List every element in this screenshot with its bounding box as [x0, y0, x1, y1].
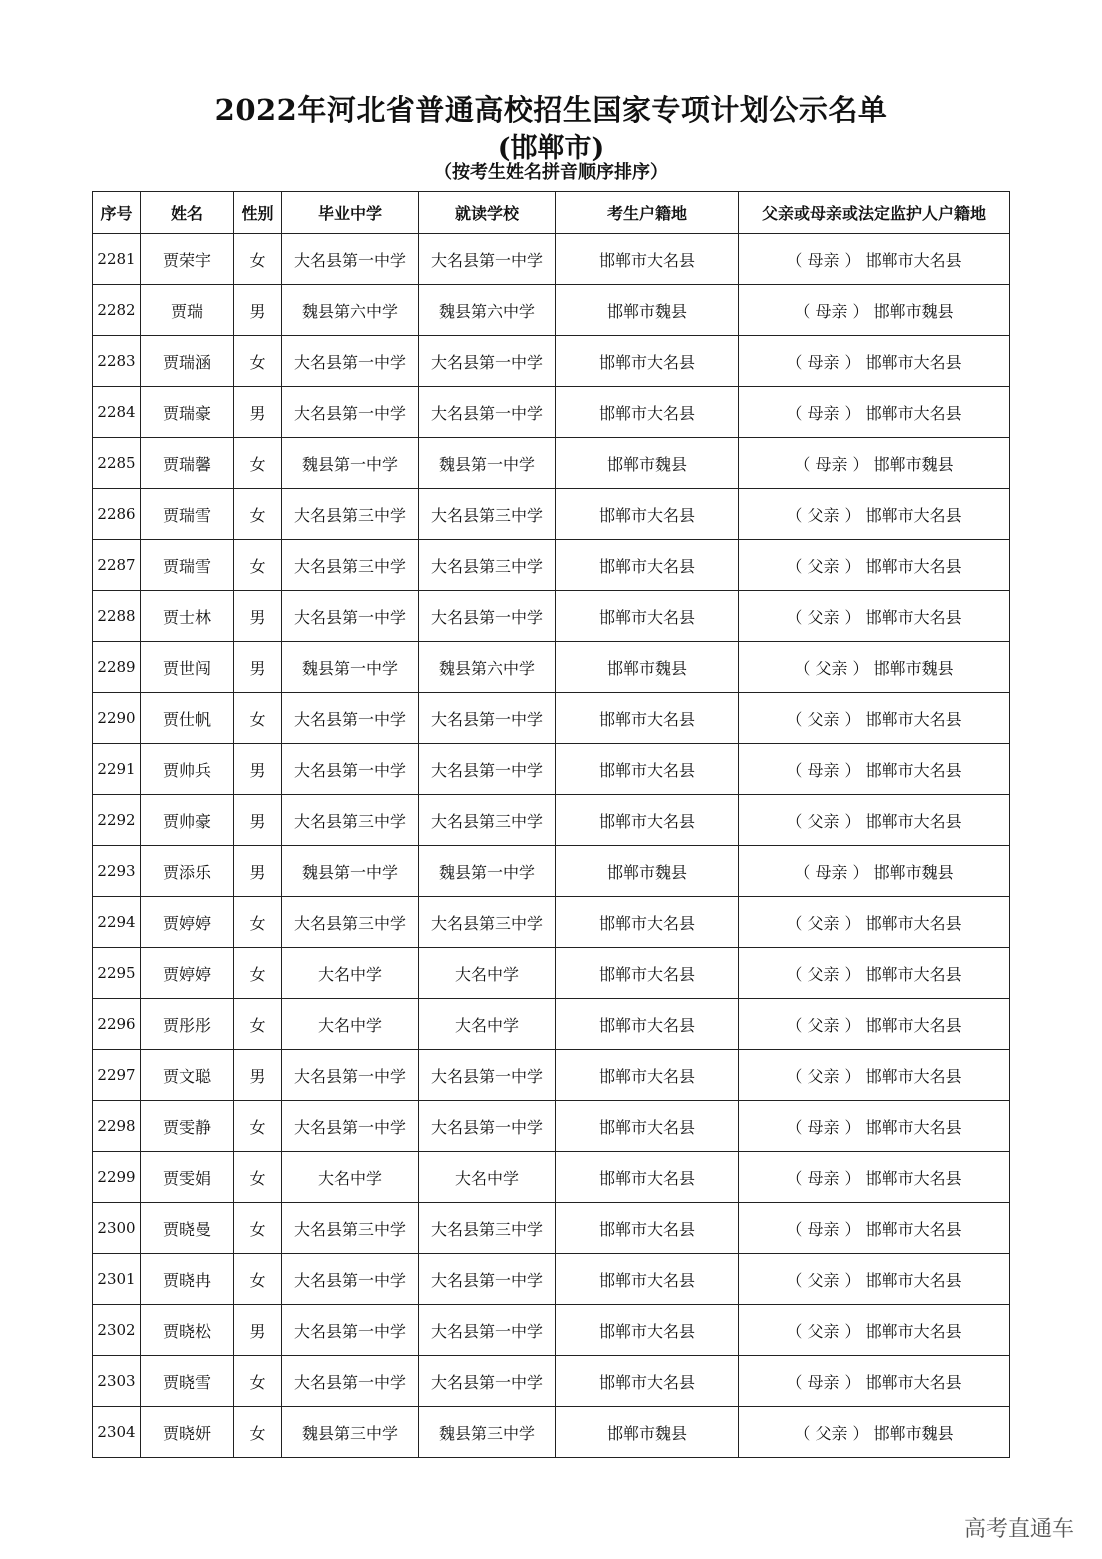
- col-header-student-residence: 考生户籍地: [556, 192, 739, 234]
- cell-graduated-school: 大名中学: [282, 1152, 419, 1203]
- table-row: [93, 1254, 1010, 1305]
- cell-guardian-residence: （ 父亲 ） 邯郸市大名县: [739, 693, 1010, 744]
- cell-guardian-residence: （ 父亲 ） 邯郸市大名县: [739, 489, 1010, 540]
- table-row: [93, 744, 1010, 795]
- cell-name: 贾添乐: [141, 846, 234, 897]
- cell-student-residence: 邯郸市大名县: [556, 999, 739, 1050]
- cell-guardian-residence: （ 母亲 ） 邯郸市魏县: [739, 438, 1010, 489]
- cell-current-school: 大名县第三中学: [419, 795, 556, 846]
- table-row: [93, 336, 1010, 387]
- cell-current-school: 魏县第一中学: [419, 846, 556, 897]
- cell-graduated-school: 大名县第三中学: [282, 540, 419, 591]
- table-row: [93, 1050, 1010, 1101]
- cell-gender: 女: [234, 438, 282, 489]
- cell-gender: 女: [234, 693, 282, 744]
- cell-guardian-residence: （ 父亲 ） 邯郸市魏县: [739, 1407, 1010, 1458]
- cell-current-school: 大名县第三中学: [419, 1203, 556, 1254]
- table-row: [93, 795, 1010, 846]
- cell-name: 贾雯静: [141, 1101, 234, 1152]
- cell-current-school: 大名县第一中学: [419, 1050, 556, 1101]
- cell-index: 2287: [93, 540, 141, 591]
- col-header-guardian-residence: 父亲或母亲或法定监护人户籍地: [739, 192, 1010, 234]
- table-row: [93, 642, 1010, 693]
- cell-index: 2293: [93, 846, 141, 897]
- cell-student-residence: 邯郸市大名县: [556, 489, 739, 540]
- cell-index: 2298: [93, 1101, 141, 1152]
- cell-guardian-residence: （ 父亲 ） 邯郸市大名县: [739, 897, 1010, 948]
- cell-graduated-school: 大名县第一中学: [282, 744, 419, 795]
- cell-student-residence: 邯郸市大名县: [556, 387, 739, 438]
- cell-guardian-residence: （ 母亲 ） 邯郸市大名县: [739, 744, 1010, 795]
- cell-graduated-school: 大名县第一中学: [282, 387, 419, 438]
- cell-guardian-residence: （ 父亲 ） 邯郸市大名县: [739, 795, 1010, 846]
- cell-student-residence: 邯郸市大名县: [556, 795, 739, 846]
- cell-index: 2288: [93, 591, 141, 642]
- cell-gender: 男: [234, 387, 282, 438]
- table-row: [93, 1152, 1010, 1203]
- cell-current-school: 魏县第一中学: [419, 438, 556, 489]
- cell-guardian-residence: （ 母亲 ） 邯郸市大名县: [739, 387, 1010, 438]
- table-row: [93, 948, 1010, 999]
- cell-gender: 女: [234, 1356, 282, 1407]
- cell-index: 2282: [93, 285, 141, 336]
- cell-current-school: 大名县第一中学: [419, 1305, 556, 1356]
- cell-graduated-school: 魏县第一中学: [282, 642, 419, 693]
- cell-graduated-school: 魏县第六中学: [282, 285, 419, 336]
- cell-graduated-school: 大名中学: [282, 948, 419, 999]
- cell-guardian-residence: （ 父亲 ） 邯郸市大名县: [739, 591, 1010, 642]
- cell-index: 2296: [93, 999, 141, 1050]
- cell-guardian-residence: （ 父亲 ） 邯郸市大名县: [739, 1305, 1010, 1356]
- cell-name: 贾瑞豪: [141, 387, 234, 438]
- cell-index: 2295: [93, 948, 141, 999]
- cell-current-school: 魏县第六中学: [419, 285, 556, 336]
- cell-gender: 女: [234, 948, 282, 999]
- table-row: [93, 285, 1010, 336]
- cell-name: 贾仕帆: [141, 693, 234, 744]
- cell-student-residence: 邯郸市大名县: [556, 336, 739, 387]
- cell-student-residence: 邯郸市魏县: [556, 846, 739, 897]
- cell-graduated-school: 魏县第一中学: [282, 438, 419, 489]
- cell-name: 贾晓妍: [141, 1407, 234, 1458]
- cell-graduated-school: 大名县第一中学: [282, 693, 419, 744]
- cell-student-residence: 邯郸市大名县: [556, 948, 739, 999]
- cell-graduated-school: 大名县第一中学: [282, 234, 419, 285]
- cell-index: 2302: [93, 1305, 141, 1356]
- cell-graduated-school: 大名县第一中学: [282, 1356, 419, 1407]
- cell-gender: 男: [234, 1050, 282, 1101]
- cell-index: 2283: [93, 336, 141, 387]
- cell-current-school: 大名县第一中学: [419, 234, 556, 285]
- cell-name: 贾士林: [141, 591, 234, 642]
- cell-student-residence: 邯郸市大名县: [556, 1356, 739, 1407]
- cell-graduated-school: 大名县第一中学: [282, 1050, 419, 1101]
- cell-name: 贾瑞雪: [141, 540, 234, 591]
- cell-name: 贾瑞涵: [141, 336, 234, 387]
- cell-index: 2299: [93, 1152, 141, 1203]
- table-row: [93, 234, 1010, 285]
- cell-current-school: 大名县第一中学: [419, 387, 556, 438]
- table-row: [93, 489, 1010, 540]
- col-header-index: 序号: [93, 192, 141, 234]
- cell-graduated-school: 大名中学: [282, 999, 419, 1050]
- cell-index: 2294: [93, 897, 141, 948]
- cell-graduated-school: 大名县第一中学: [282, 1305, 419, 1356]
- table-row: [93, 438, 1010, 489]
- table-row: [93, 540, 1010, 591]
- cell-name: 贾瑞雪: [141, 489, 234, 540]
- cell-gender: 女: [234, 1203, 282, 1254]
- cell-gender: 男: [234, 642, 282, 693]
- table-row: [93, 1407, 1010, 1458]
- cell-index: 2289: [93, 642, 141, 693]
- cell-student-residence: 邯郸市大名县: [556, 540, 739, 591]
- table-row: [93, 846, 1010, 897]
- cell-current-school: 大名县第一中学: [419, 1356, 556, 1407]
- table-row: [93, 1101, 1010, 1152]
- cell-guardian-residence: （ 母亲 ） 邯郸市大名县: [739, 1356, 1010, 1407]
- cell-gender: 女: [234, 234, 282, 285]
- cell-index: 2290: [93, 693, 141, 744]
- document-subtitle: (邯郸市): [497, 133, 605, 164]
- cell-name: 贾瑞馨: [141, 438, 234, 489]
- cell-gender: 女: [234, 1152, 282, 1203]
- cell-name: 贾晓曼: [141, 1203, 234, 1254]
- cell-gender: 女: [234, 1101, 282, 1152]
- cell-current-school: 大名县第三中学: [419, 897, 556, 948]
- cell-student-residence: 邯郸市大名县: [556, 1254, 739, 1305]
- cell-graduated-school: 魏县第三中学: [282, 1407, 419, 1458]
- cell-student-residence: 邯郸市大名县: [556, 744, 739, 795]
- cell-name: 贾帅豪: [141, 795, 234, 846]
- cell-guardian-residence: （ 父亲 ） 邯郸市大名县: [739, 948, 1010, 999]
- cell-current-school: 大名中学: [419, 948, 556, 999]
- cell-student-residence: 邯郸市大名县: [556, 897, 739, 948]
- cell-guardian-residence: （ 父亲 ） 邯郸市大名县: [739, 999, 1010, 1050]
- cell-guardian-residence: （ 父亲 ） 邯郸市大名县: [739, 1050, 1010, 1101]
- cell-guardian-residence: （ 父亲 ） 邯郸市大名县: [739, 1254, 1010, 1305]
- cell-student-residence: 邯郸市魏县: [556, 438, 739, 489]
- cell-name: 贾晓冉: [141, 1254, 234, 1305]
- cell-current-school: 大名县第一中学: [419, 744, 556, 795]
- cell-student-residence: 邯郸市大名县: [556, 1152, 739, 1203]
- cell-index: 2304: [93, 1407, 141, 1458]
- cell-index: 2281: [93, 234, 141, 285]
- cell-name: 贾晓松: [141, 1305, 234, 1356]
- header-row: [93, 192, 1010, 234]
- cell-name: 贾文聪: [141, 1050, 234, 1101]
- cell-name: 贾婷婷: [141, 897, 234, 948]
- cell-current-school: 大名中学: [419, 1152, 556, 1203]
- cell-guardian-residence: （ 母亲 ） 邯郸市大名县: [739, 336, 1010, 387]
- cell-guardian-residence: （ 母亲 ） 邯郸市魏县: [739, 285, 1010, 336]
- cell-graduated-school: 大名县第三中学: [282, 489, 419, 540]
- col-header-gender: 性别: [234, 192, 282, 234]
- roster-table: [92, 191, 1010, 1458]
- cell-student-residence: 邯郸市大名县: [556, 234, 739, 285]
- table-row: [93, 999, 1010, 1050]
- table-row: [93, 387, 1010, 438]
- table-row: [93, 693, 1010, 744]
- cell-guardian-residence: （ 父亲 ） 邯郸市大名县: [739, 540, 1010, 591]
- cell-index: 2286: [93, 489, 141, 540]
- cell-gender: 女: [234, 1254, 282, 1305]
- cell-name: 贾帅兵: [141, 744, 234, 795]
- cell-gender: 女: [234, 1407, 282, 1458]
- cell-graduated-school: 大名县第一中学: [282, 1101, 419, 1152]
- cell-index: 2284: [93, 387, 141, 438]
- cell-index: 2301: [93, 1254, 141, 1305]
- cell-guardian-residence: （ 母亲 ） 邯郸市大名县: [739, 1203, 1010, 1254]
- cell-student-residence: 邯郸市魏县: [556, 285, 739, 336]
- cell-name: 贾瑞: [141, 285, 234, 336]
- cell-gender: 男: [234, 285, 282, 336]
- cell-current-school: 大名县第三中学: [419, 489, 556, 540]
- cell-student-residence: 邯郸市魏县: [556, 642, 739, 693]
- cell-name: 贾婷婷: [141, 948, 234, 999]
- sort-note: （按考生姓名拼音顺序排序）: [434, 162, 668, 183]
- cell-graduated-school: 大名县第一中学: [282, 1254, 419, 1305]
- cell-student-residence: 邯郸市大名县: [556, 591, 739, 642]
- cell-graduated-school: 大名县第三中学: [282, 897, 419, 948]
- table-row: [93, 1305, 1010, 1356]
- col-header-current-school: 就读学校: [419, 192, 556, 234]
- cell-current-school: 大名县第一中学: [419, 1101, 556, 1152]
- cell-current-school: 魏县第三中学: [419, 1407, 556, 1458]
- cell-gender: 男: [234, 846, 282, 897]
- cell-graduated-school: 大名县第三中学: [282, 1203, 419, 1254]
- cell-student-residence: 邯郸市魏县: [556, 1407, 739, 1458]
- cell-student-residence: 邯郸市大名县: [556, 1203, 739, 1254]
- cell-name: 贾世闯: [141, 642, 234, 693]
- cell-graduated-school: 大名县第一中学: [282, 336, 419, 387]
- cell-gender: 女: [234, 540, 282, 591]
- table-row: [93, 591, 1010, 642]
- table-row: [93, 897, 1010, 948]
- table-body: [93, 234, 1010, 1458]
- cell-guardian-residence: （ 母亲 ） 邯郸市大名县: [739, 234, 1010, 285]
- cell-student-residence: 邯郸市大名县: [556, 1050, 739, 1101]
- cell-index: 2297: [93, 1050, 141, 1101]
- cell-guardian-residence: （ 母亲 ） 邯郸市大名县: [739, 1152, 1010, 1203]
- cell-gender: 女: [234, 336, 282, 387]
- cell-graduated-school: 魏县第一中学: [282, 846, 419, 897]
- table-row: [93, 1356, 1010, 1407]
- cell-index: 2303: [93, 1356, 141, 1407]
- cell-name: 贾荣宇: [141, 234, 234, 285]
- watermark-text: 高考直通车: [963, 1517, 1074, 1542]
- cell-current-school: 魏县第六中学: [419, 642, 556, 693]
- cell-index: 2285: [93, 438, 141, 489]
- cell-current-school: 大名县第一中学: [419, 1254, 556, 1305]
- cell-current-school: 大名县第一中学: [419, 591, 556, 642]
- document-title: 2022年河北省普通高校招生国家专项计划公示名单: [214, 93, 888, 127]
- cell-gender: 男: [234, 744, 282, 795]
- cell-index: 2300: [93, 1203, 141, 1254]
- cell-gender: 女: [234, 489, 282, 540]
- cell-graduated-school: 大名县第三中学: [282, 795, 419, 846]
- cell-graduated-school: 大名县第一中学: [282, 591, 419, 642]
- cell-gender: 男: [234, 1305, 282, 1356]
- cell-name: 贾雯娟: [141, 1152, 234, 1203]
- cell-guardian-residence: （ 父亲 ） 邯郸市魏县: [739, 642, 1010, 693]
- col-header-name: 姓名: [141, 192, 234, 234]
- cell-current-school: 大名县第一中学: [419, 336, 556, 387]
- cell-name: 贾晓雪: [141, 1356, 234, 1407]
- cell-current-school: 大名中学: [419, 999, 556, 1050]
- cell-gender: 男: [234, 591, 282, 642]
- cell-gender: 男: [234, 795, 282, 846]
- cell-name: 贾彤彤: [141, 999, 234, 1050]
- cell-index: 2291: [93, 744, 141, 795]
- cell-student-residence: 邯郸市大名县: [556, 693, 739, 744]
- cell-student-residence: 邯郸市大名县: [556, 1305, 739, 1356]
- cell-index: 2292: [93, 795, 141, 846]
- cell-gender: 女: [234, 897, 282, 948]
- cell-current-school: 大名县第一中学: [419, 693, 556, 744]
- col-header-graduated-school: 毕业中学: [282, 192, 419, 234]
- cell-current-school: 大名县第三中学: [419, 540, 556, 591]
- table-row: [93, 1203, 1010, 1254]
- cell-guardian-residence: （ 母亲 ） 邯郸市大名县: [739, 1101, 1010, 1152]
- cell-guardian-residence: （ 母亲 ） 邯郸市魏县: [739, 846, 1010, 897]
- cell-student-residence: 邯郸市大名县: [556, 1101, 739, 1152]
- cell-gender: 女: [234, 999, 282, 1050]
